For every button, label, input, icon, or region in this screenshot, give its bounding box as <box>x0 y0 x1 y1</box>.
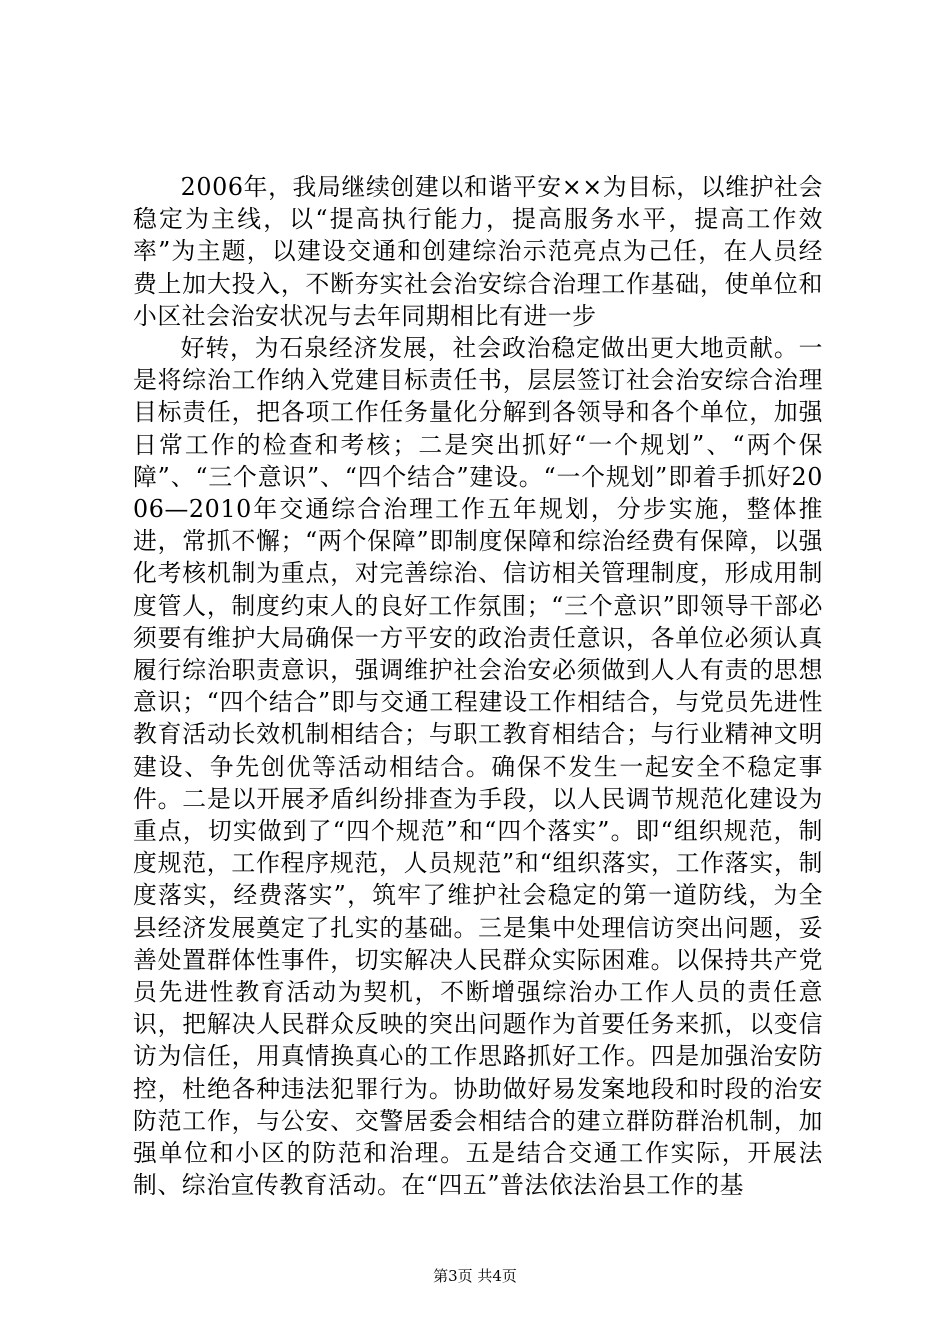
document-body <box>133 171 823 1202</box>
paragraph-2: 好转，为石泉经济发展，社会政治稳定做出更大地贡献。一是将综治工作纳入党建目标责任书，层层签订社会治安综合治理目标责任，把各项工作任务量化分解到各领导和各个单位，加强日常工作的检查和考核；二是突出抓好“一个规划”、“两个保障”、“三个意识”、“四个结合”建设。“一个规划”即着手抓好2006—2010年交通综合治理工作五年规划，分步实施，整体推进，常抓不懈；“两个保障”即制度保障和综治经费有保障，以强化考核机制为重点，对完善综治、信访相关管理制度，形成用制度管人，制度约束人的良好工作氛围；“三个意识”即领导干部必须要有维护大局确保一方平安的政治责任意识，各单位必须认真履行综治职责意识，强调维护社会治安必须做到人人有责的思想意识；“四个结合”即与交通工程建设工作相结合，与党员先进性教育活动长效机制相结合；与职工教育相结合；与行业精神文明建设、争先创优等活动相结合。确保不发生一起安全不稳定事件。二是以开展矛盾纠纷排查为手段，以人民调节规范化建设为重点，切实做到了“四个规范”和“四个落实”。即“组织规范，制度规范，工作程序规范，人员规范”和“组织落实，工作落实，制度落实，经费落实”，筑牢了维护社会稳定的第一道防线，为全县经济发展奠定了扎实的基础。三是集中处理信访突出问题，妥善处置群体性事件，切实解决人民群众实际困难。以保持共产党员先进性教育活动为契机，不断增强综治办工作人员的责任意识，把解决人民群众反映的突出问题作为首要任务来抓，以变信访为信任，用真情换真心的工作思路抓好工作。四是加强治安防控，杜绝各种违法犯罪行为。协助做好易发案地段和时段的治安防范工作，与公安、交警居委会相结合的建立群防群治机制，加强单位和小区的防范和治理。五是结合交通工作实际，开展法制、综治宣传教育活动。在“四五”普法依法治县工作的基 <box>133 334 823 1200</box>
page-number-footer: 第3页 共4页 <box>433 1267 517 1285</box>
paragraph-1: 2006年，我局继续创建以和谐平安××为目标，以维护社会稳定为主线，以“提高执行能力，提高服务水平，提高工作效率”为主题，以建设交通和创建综治示范亮点为己任，在人员经费上加大投入，不断夯实社会治安综合治理工作基础，使单位和小区社会治安状况与去年同期相比有进一步 <box>133 173 823 330</box>
